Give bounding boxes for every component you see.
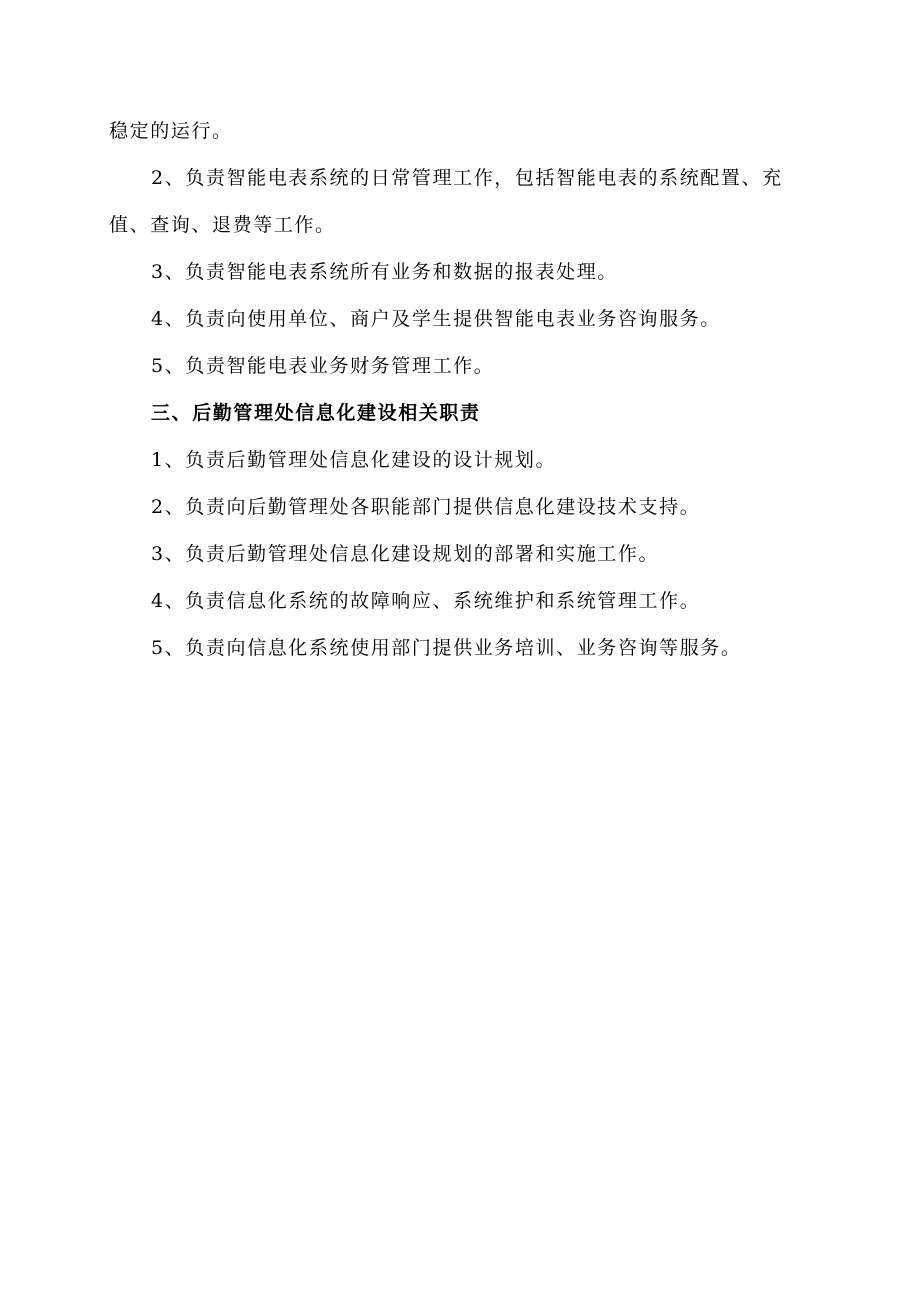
duty-paragraph: 1、负责后勤管理处信息化建设的设计规划。 [151, 449, 557, 471]
duty-paragraph: 3、负责后勤管理处信息化建设规划的部署和实施工作。 [151, 543, 660, 565]
duty-paragraph: 3、负责智能电表系统所有业务和数据的报表处理。 [151, 261, 618, 283]
duty-paragraph: 5、负责智能电表业务财务管理工作。 [151, 355, 495, 377]
duty-paragraph: 5、负责向信息化系统使用部门提供业务培训、业务咨询等服务。 [151, 637, 742, 659]
duty-paragraph: 4、负责向使用单位、商户及学生提供智能电表业务咨询服务。 [151, 308, 721, 330]
continuation-paragraph: 稳定的运行。 [109, 120, 233, 142]
duty-paragraph: 2、负责智能电表系统的日常管理工作，包括智能电表的系统配置、充值、查询、退费等工作。 [109, 167, 783, 236]
section-heading: 三、后勤管理处信息化建设相关职责 [151, 402, 481, 424]
document-body [109, 108, 819, 672]
duty-paragraph: 2、负责向后勤管理处各职能部门提供信息化建设技术支持。 [151, 496, 701, 518]
duty-paragraph: 4、负责信息化系统的故障响应、系统维护和系统管理工作。 [151, 590, 701, 612]
